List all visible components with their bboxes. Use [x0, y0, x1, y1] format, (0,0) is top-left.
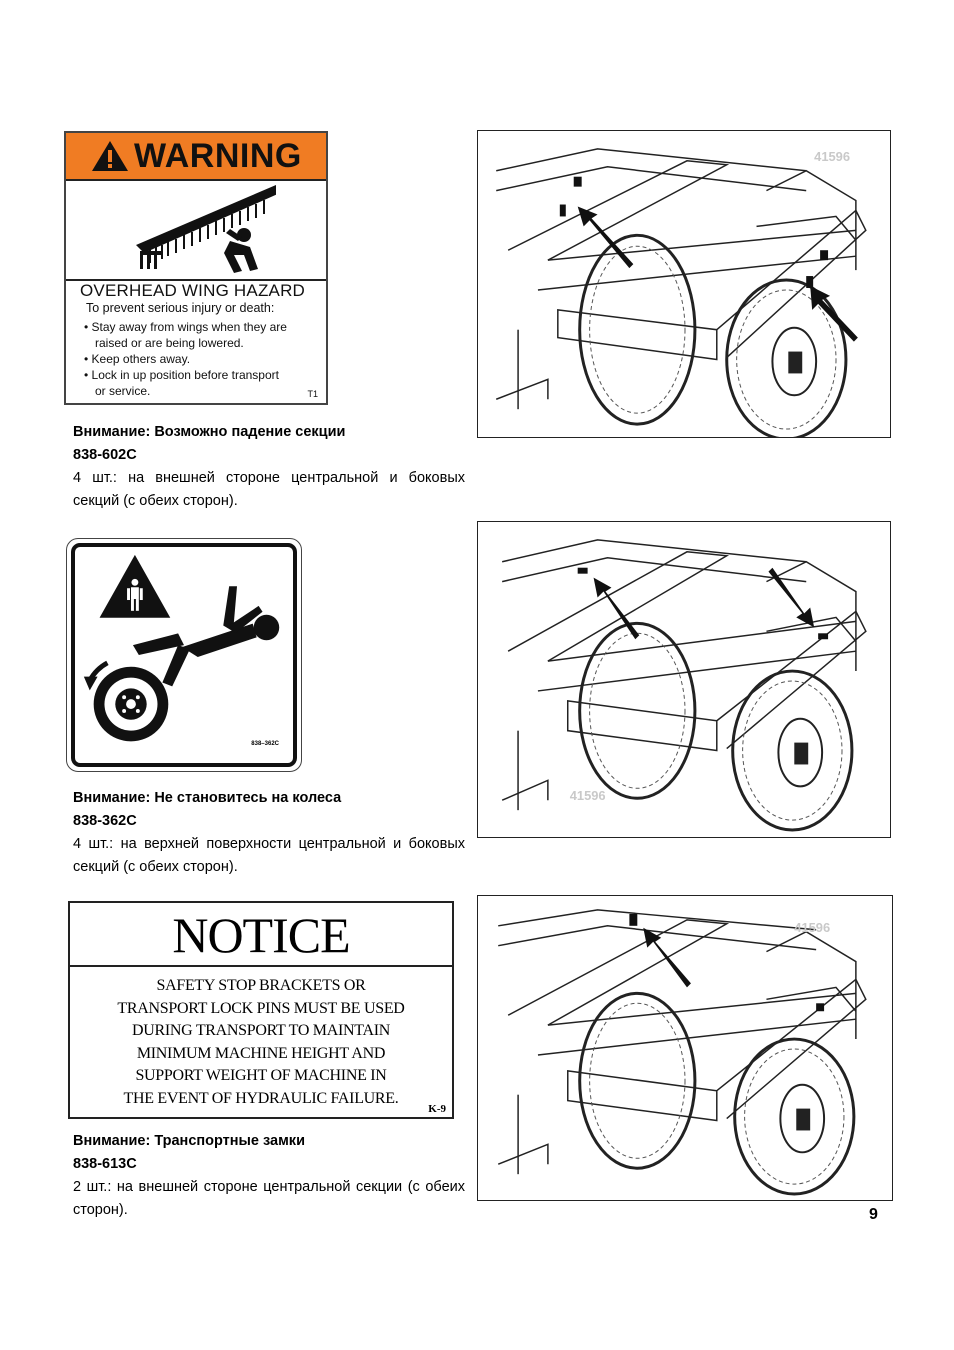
- page-number: 9: [869, 1206, 878, 1223]
- caption-wheel-hazard: [73, 787, 465, 879]
- wheel-hazard-decal: [66, 538, 302, 772]
- caption-code: 838-613C: [73, 1156, 137, 1172]
- wheel-hazard-frame: [71, 543, 297, 767]
- warning-bullet: • Lock in up position before transport: [84, 368, 279, 382]
- figure-number: 41596: [814, 148, 851, 164]
- wheel-hazard-pictogram-icon: [75, 547, 293, 763]
- notice-code: K-9: [428, 1103, 446, 1115]
- figure-wheel-decal-location: [477, 521, 891, 838]
- machine-illustration: [478, 896, 892, 1200]
- notice-line: DURING TRANSPORT TO MAINTAIN: [132, 1022, 390, 1039]
- figure-wing-decal-location: [477, 130, 891, 438]
- figure-transport-decal-location: [477, 895, 893, 1201]
- figure-number: 41596: [794, 919, 831, 935]
- caption-title: Внимание: Возможно падение секции: [73, 424, 346, 440]
- warning-header: [66, 133, 326, 181]
- figure-number: 41596: [569, 788, 606, 804]
- notice-line: THE EVENT OF HYDRAULIC FAILURE.: [123, 1089, 399, 1107]
- notice-line: SAFETY STOP BRACKETS OR: [156, 977, 366, 994]
- warning-bullet: raised or are being lowered.: [95, 336, 244, 350]
- warning-bullet: • Keep others away.: [84, 352, 191, 366]
- warning-triangle-icon: [90, 139, 130, 173]
- caption-text: 4 шт.: на внешней стороне центральной и боковых секций (с обеих сторон).: [73, 470, 465, 509]
- warning-title: OVERHEAD WING HAZARD: [80, 281, 306, 300]
- caption-wing-hazard: [73, 421, 465, 513]
- caption-title: Внимание: Не становитесь на колеса: [73, 790, 342, 806]
- warning-bullets: [84, 319, 287, 399]
- warning-word: WARNING: [134, 136, 302, 175]
- warning-bullet: or service.: [95, 384, 151, 398]
- warning-code: T1: [307, 389, 318, 399]
- wing-crush-pictogram-icon: [126, 183, 276, 275]
- caption-text: 4 шт.: на верхней поверхности центральной и боковых секций (с обеих сторон).: [73, 836, 465, 875]
- machine-illustration: [478, 131, 890, 437]
- warning-subtitle: To prevent serious injury or death:: [86, 301, 275, 315]
- notice-decal: [68, 901, 454, 1119]
- machine-illustration: [478, 522, 890, 837]
- notice-line: MINIMUM MACHINE HEIGHT AND: [136, 1044, 386, 1062]
- caption-title: Внимание: Транспортные замки: [73, 1133, 305, 1149]
- caption-transport-locks: [73, 1130, 465, 1222]
- notice-line: TRANSPORT LOCK PINS MUST BE USED: [117, 999, 405, 1017]
- notice-body: [70, 975, 452, 1110]
- caption-text: 2 шт.: на внешней стороне центральной секции (с обеих сторон).: [73, 1179, 465, 1218]
- warning-decal: [64, 131, 328, 405]
- wheel-decal-code: 838–362C: [251, 741, 279, 747]
- caption-code: 838-362C: [73, 813, 137, 829]
- notice-line: SUPPORT WEIGHT OF MACHINE IN: [135, 1067, 387, 1084]
- warning-bullet: • Stay away from wings when they are: [84, 320, 287, 334]
- caption-code: 838-602C: [73, 447, 137, 463]
- notice-header: NOTICE: [70, 903, 452, 967]
